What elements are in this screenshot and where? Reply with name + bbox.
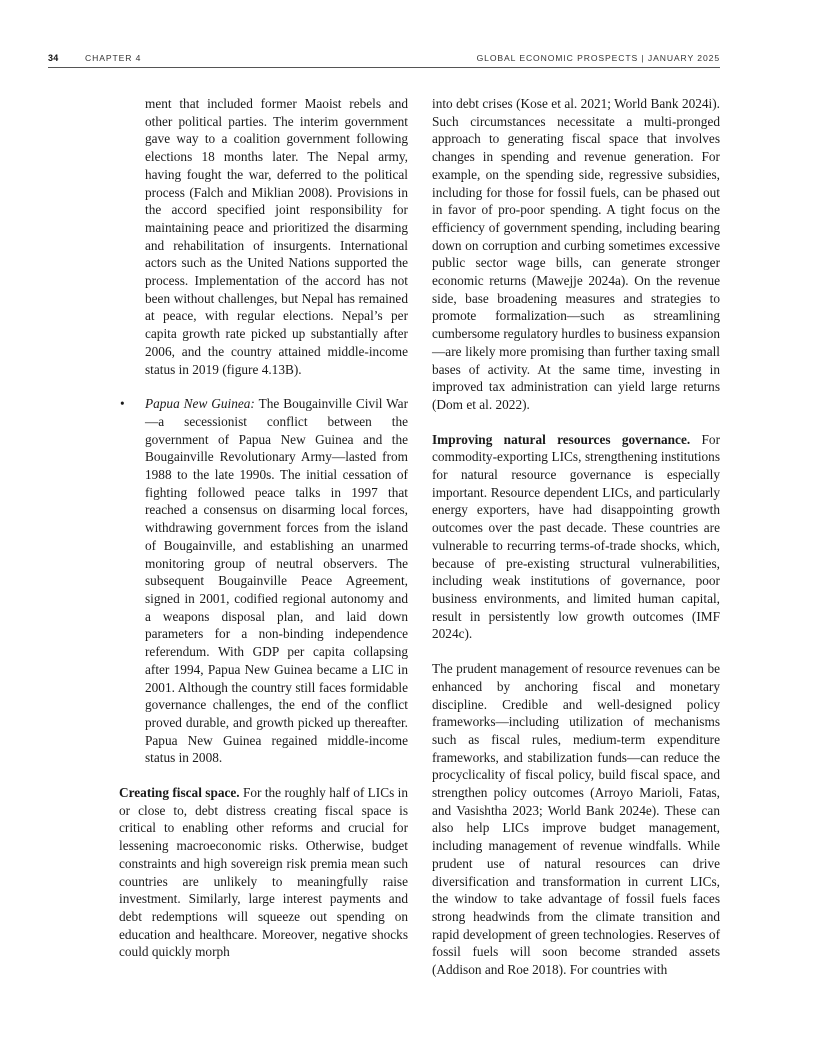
section-lead-natural-resources: Improving natural resources governance. bbox=[432, 431, 691, 447]
bullet-text: The Bougainville Civil War—a secessionist conflict between the government of Papua New Guinea and the Bougainville Revolutionary Army—lasted from 1988 to the late 1990s. The initial cessation of fighting followed peace talks in 1997 that reached a consensus on disarming local forces, withdrawing government forces from the island of Bougainville, and establishing an unarmed monitoring group of neutral observers. The subsequent Bougainville Peace Agreement, signed in 2001, codified regional autonomy and a weapons disposal plan, and laid down parameters for a non-binding independence referendum. With GDP per capita collapsing after 1994, Papua New Guinea became a LIC in 2001. Although the country still faces formidable governance challenges, the end of the conflict proved durable, and growth picked up thereafter. Papua New Guinea regained middle-income status in 2008. bbox=[145, 396, 408, 766]
running-title: GLOBAL ECONOMIC PROSPECTS | JANUARY 2025 bbox=[476, 53, 720, 63]
paragraph-natural-resources-governance bbox=[432, 431, 720, 643]
left-column bbox=[119, 95, 408, 978]
bullet-icon: • bbox=[120, 396, 125, 412]
paragraph-debt-crises: into debt crises (Kose et al. 2021; World Bank 2024i). Such circumstances necessitate a multi-pronged approach to generating fiscal space that involves changes in spending and revenue generation. For example, on the spending side, regressive subsidies, including for those for fossil fuels, can be phased out in favor of pro-poor spending. A tight focus on the efficiency of government spending, including bearing down on corruption and curbing sometimes excessive public sector wage bills, can generate stronger economic returns (Mawejje 2024a). On the revenue side, base broadening measures and strategies to promote formalization—such as streamlining cumbersome regulatory hurdles to business expansion—are likely more promising than further taxing small bases of activity. At the same time, investing in improved tax administration can yield large returns (Dom et al. 2022). bbox=[432, 96, 720, 412]
paragraph-creating-fiscal-space bbox=[119, 784, 408, 961]
bullet-papua-new-guinea bbox=[119, 395, 408, 767]
right-column bbox=[432, 95, 720, 996]
section-lead-creating-fiscal-space: Creating fiscal space. bbox=[119, 785, 240, 801]
paragraph-nepal-continued: ment that included former Maoist rebels and other political parties. The interim government gave way to a coalition government following elections 18 months later. The Nepal army, having fought the war, deferred to the political process (Falch and Miklian 2008). Provisions in the accord specified joint responsibility for maintaining peace and prioritized the disarming and rehabilitation of insurgents. International actors such as the United Nations supported the process. Implementation of the accord has not been without challenges, but Nepal has remained at peace, with regular elections. Nepal’s per capita growth rate picked up substantially after 2006, and the country attained middle-income status in 2019 (figure 4.13B). bbox=[145, 96, 408, 377]
chapter-label: CHAPTER 4 bbox=[85, 53, 142, 63]
page-number: 34 bbox=[48, 53, 59, 63]
paragraph-text: For the roughly half of LICs in or close to, debt distress creating fiscal space is critical to enabling other reforms and crucial for lessening macroeconomic risks. Otherwise, budget constraints and high sovereign risk premia mean such countries are unlikely to meaningfully raise investment. Similarly, large interest payments and debt redemptions will squeeze out spending on education and healthcare. Moreover, negative shocks could quickly morph bbox=[119, 785, 408, 960]
paragraph-resource-revenues: The prudent management of resource revenues can be enhanced by anchoring fiscal and monetary discipline. Credible and well-designed policy frameworks—including utilization of mechanisms such as fiscal rules, medium-term expenditure frameworks, and stabilization funds—can reduce the procyclicality of fiscal policy, build fiscal space, and strengthen policy outcomes (Arroyo Marioli, Fatas, and Vasishtha 2023; World Bank 2024e). These can also help LICs improve budget management, including management of revenue windfalls. While prudent use of natural resources can drive diversification and transformation in current LICs, the window to take advantage of fossil fuels faces strong headwinds from the climate transition and rapid development of green technologies. Reserves of fossil fuels will soon become stranded assets (Addison and Roe 2018). For countries with bbox=[432, 661, 720, 978]
running-header bbox=[48, 52, 720, 66]
paragraph-text: For commodity-exporting LICs, strengthening institutions for natural resource governance is especially important. Resource dependent LICs, and particularly energy exporters, have had disappointing growth outcomes over the past decade. These countries are vulnerable to recurring terms-of-trade shocks, which, because of pre-existing structural vulnerabilities, including weak institutions of governance, poor business environments, and limited human capital, result in persistently low growth outcomes (IMF 2024c). bbox=[432, 431, 720, 642]
header-rule bbox=[48, 67, 720, 68]
bullet-lead: Papua New Guinea: bbox=[145, 396, 255, 412]
